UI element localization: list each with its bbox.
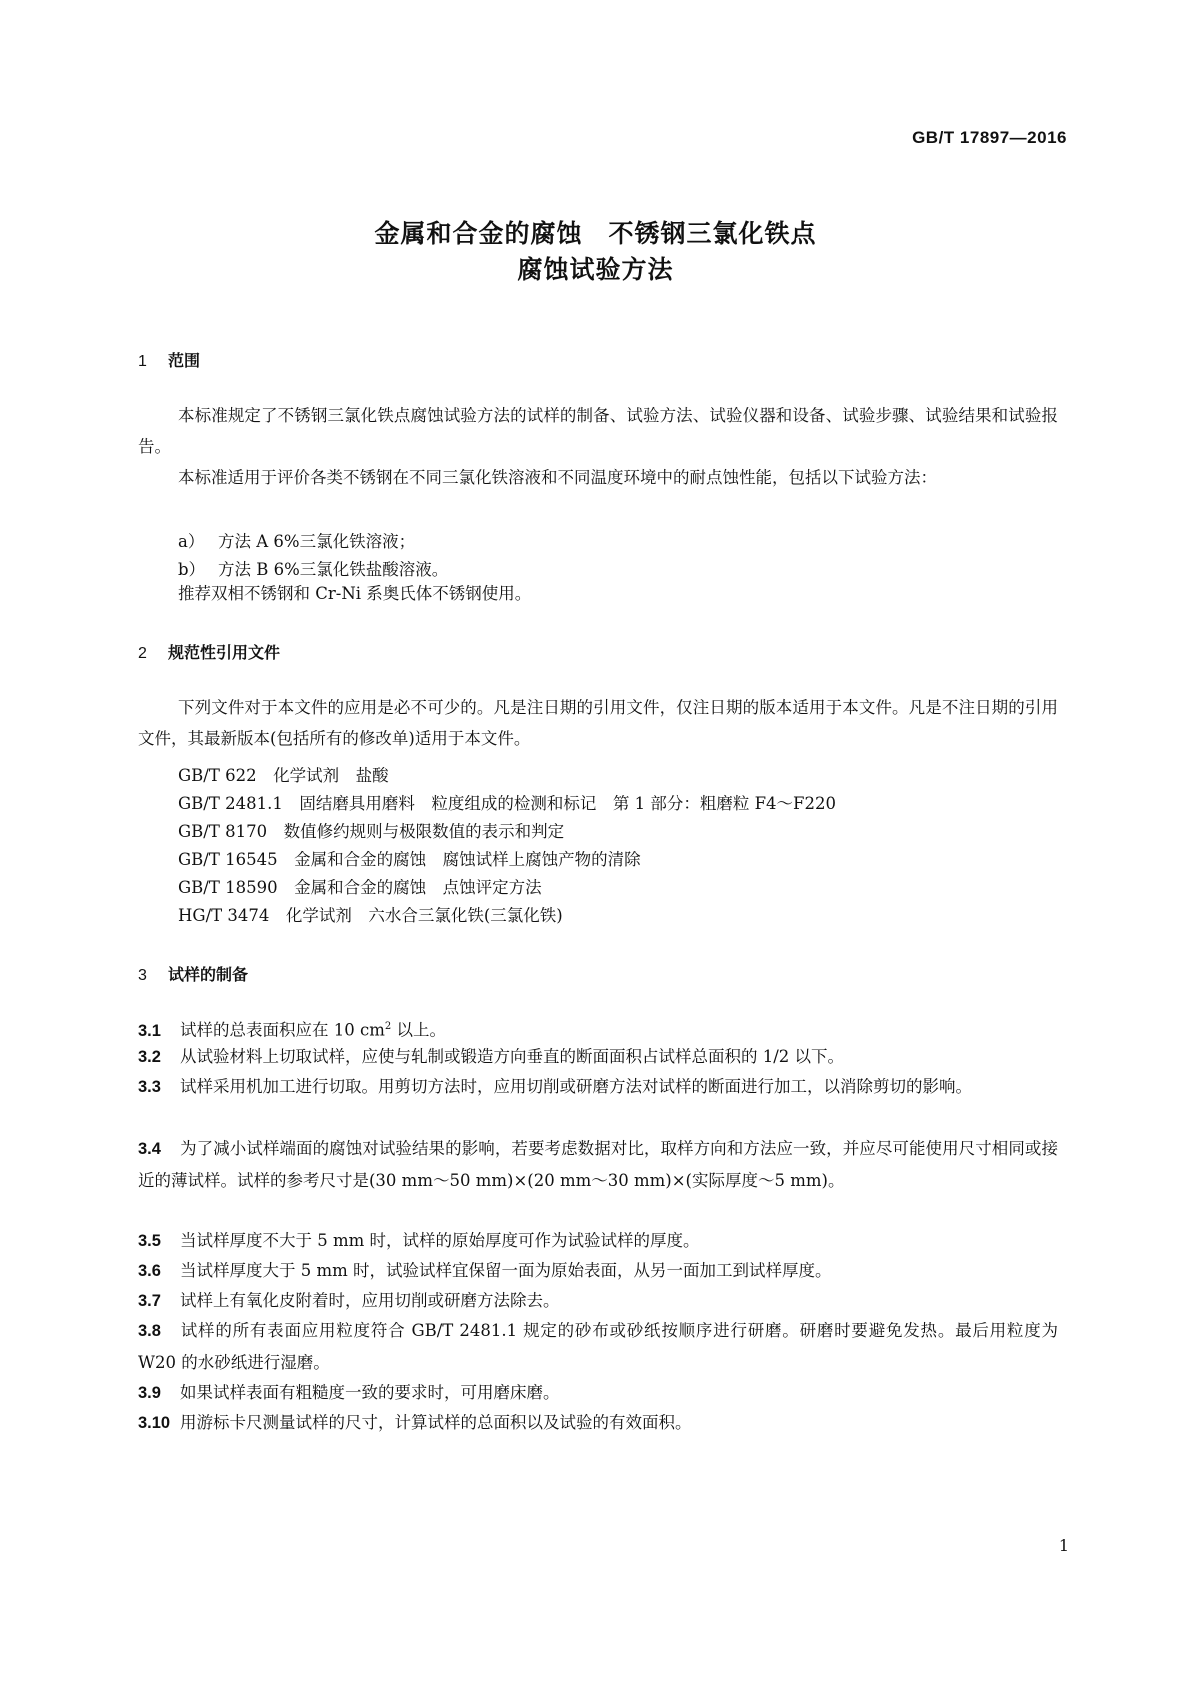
reference-entry: GB/T 2481.1 固结磨具用磨料 粒度组成的检测和标记 第 1 部分：粗磨粒 F4～F220 bbox=[178, 794, 836, 813]
reference-entry: GB/T 16545 金属和合金的腐蚀 腐蚀试样上腐蚀产物的清除 bbox=[178, 850, 641, 869]
section-heading-3 bbox=[138, 962, 248, 985]
clause-text: 从试验材料上切取试样，应使与轧制或锻造方向垂直的断面面积占试样总面积的 1/2 以下。 bbox=[180, 1047, 845, 1066]
document-title bbox=[0, 216, 1191, 288]
clause-3-6 bbox=[138, 1255, 1058, 1287]
section-number: 2 bbox=[138, 645, 147, 662]
reference-entry: GB/T 8170 数值修约规则与极限数值的表示和判定 bbox=[178, 822, 565, 841]
section-heading-2 bbox=[138, 640, 280, 663]
normative-intro: 下列文件对于本文件的应用是必不可少的。凡是注日期的引用文件，仅注日期的版本适用于本文件。凡是不注日期的引用文件，其最新版本(包括所有的修改单)适用于本文件。 bbox=[138, 698, 1058, 748]
clause-text: 试样采用机加工进行切取。用剪切方法时，应用切削或研磨方法对试样的断面进行加工，以消除剪切的影响。 bbox=[180, 1077, 972, 1096]
clause-number: 3.1 bbox=[138, 1021, 161, 1040]
clause-number: 3.7 bbox=[138, 1292, 161, 1310]
clause-text: 试样上有氧化皮附着时，应用切削或研磨方法除去。 bbox=[180, 1291, 560, 1310]
section-title: 试样的制备 bbox=[168, 965, 249, 984]
clause-3-3 bbox=[138, 1071, 1058, 1103]
clause-number: 3.10 bbox=[138, 1414, 171, 1432]
clause-number: 3.4 bbox=[138, 1140, 161, 1158]
reference-entry: HG/T 3474 化学试剂 六水合三氯化铁(三氯化铁) bbox=[178, 906, 563, 925]
clause-text: 用游标卡尺测量试样的尺寸，计算试样的总面积以及试验的有效面积。 bbox=[180, 1413, 692, 1432]
clause-3-5 bbox=[138, 1225, 1058, 1257]
clause-number: 3.9 bbox=[138, 1384, 161, 1402]
clause-number: 3.2 bbox=[138, 1048, 161, 1066]
clause-text: 试样的总表面积应在 10 cm bbox=[180, 1020, 385, 1040]
reference-entry: GB/T 622 化学试剂 盐酸 bbox=[178, 766, 389, 785]
superscript: 2 bbox=[384, 1021, 392, 1032]
clause-3-2 bbox=[138, 1041, 1058, 1073]
section-title: 规范性引用文件 bbox=[168, 643, 281, 662]
section-number: 1 bbox=[138, 353, 147, 370]
standard-number: GB/T 17897—2016 bbox=[912, 128, 1067, 147]
section-title: 范围 bbox=[168, 351, 201, 370]
list-text: 方法 A 6%三氯化铁溶液； bbox=[218, 532, 416, 551]
section-number: 3 bbox=[138, 967, 147, 984]
clause-number: 3.8 bbox=[138, 1322, 161, 1340]
clause-3-8 bbox=[138, 1315, 1058, 1378]
clause-text: 当试样厚度不大于 5 mm 时，试样的原始厚度可作为试验试样的厚度。 bbox=[180, 1231, 700, 1250]
clause-text: 当试样厚度大于 5 mm 时，试验试样宜保留一面为原始表面，从另一面加工到试样厚度。 bbox=[180, 1261, 832, 1280]
reference-entry: GB/T 18590 金属和合金的腐蚀 点蚀评定方法 bbox=[178, 878, 542, 897]
list-marker: a） bbox=[178, 532, 205, 551]
clause-3-7 bbox=[138, 1285, 1058, 1317]
clause-3-4 bbox=[138, 1133, 1058, 1196]
section-heading-1 bbox=[138, 348, 200, 371]
scope-paragraph-1: 本标准规定了不锈钢三氯化铁点腐蚀试验方法的试样的制备、试验方法、试验仪器和设备、试验步骤、试验结果和试验报告。 bbox=[138, 406, 1058, 456]
list-text: 方法 B 6%三氯化铁盐酸溶液。 bbox=[218, 560, 449, 579]
list-item bbox=[178, 528, 415, 552]
clause-number: 3.6 bbox=[138, 1262, 161, 1280]
clause-text: 为了减小试样端面的腐蚀对试验结果的影响，若要考虑数据对比，取样方向和方法应一致，并应尽可能使用尺寸相同或接近的薄试样。试样的参考尺寸是(30 mm～50 mm)×(20 mm～30 mm)×(实际厚度～5 mm)。 bbox=[138, 1139, 1058, 1190]
clause-3-10 bbox=[138, 1407, 1058, 1439]
title-line-2: 腐蚀试验方法 bbox=[517, 255, 674, 284]
clause-number: 3.3 bbox=[138, 1078, 161, 1096]
list-item bbox=[178, 556, 448, 580]
clause-text: 试样的所有表面应用粒度符合 GB/T 2481.1 规定的砂布或砂纸按顺序进行研磨。研磨时要避免发热。最后用粒度为 W20 的水砂纸进行湿磨。 bbox=[138, 1321, 1058, 1372]
clause-3-9 bbox=[138, 1377, 1058, 1409]
clause-number: 3.5 bbox=[138, 1232, 161, 1250]
page-number: 1 bbox=[1058, 1536, 1069, 1555]
title-line-1: 金属和合金的腐蚀 不锈钢三氯化铁点 bbox=[374, 219, 817, 248]
clause-text: 以上。 bbox=[391, 1020, 446, 1040]
scope-paragraph-3: 推荐双相不锈钢和 Cr-Ni 系奥氏体不锈钢使用。 bbox=[178, 584, 532, 603]
clause-text: 如果试样表面有粗糙度一致的要求时，可用磨床磨。 bbox=[180, 1383, 560, 1402]
scope-paragraph-2: 本标准适用于评价各类不锈钢在不同三氯化铁溶液和不同温度环境中的耐点蚀性能，包括以下试验方法： bbox=[178, 468, 937, 487]
list-marker: b） bbox=[178, 560, 206, 579]
